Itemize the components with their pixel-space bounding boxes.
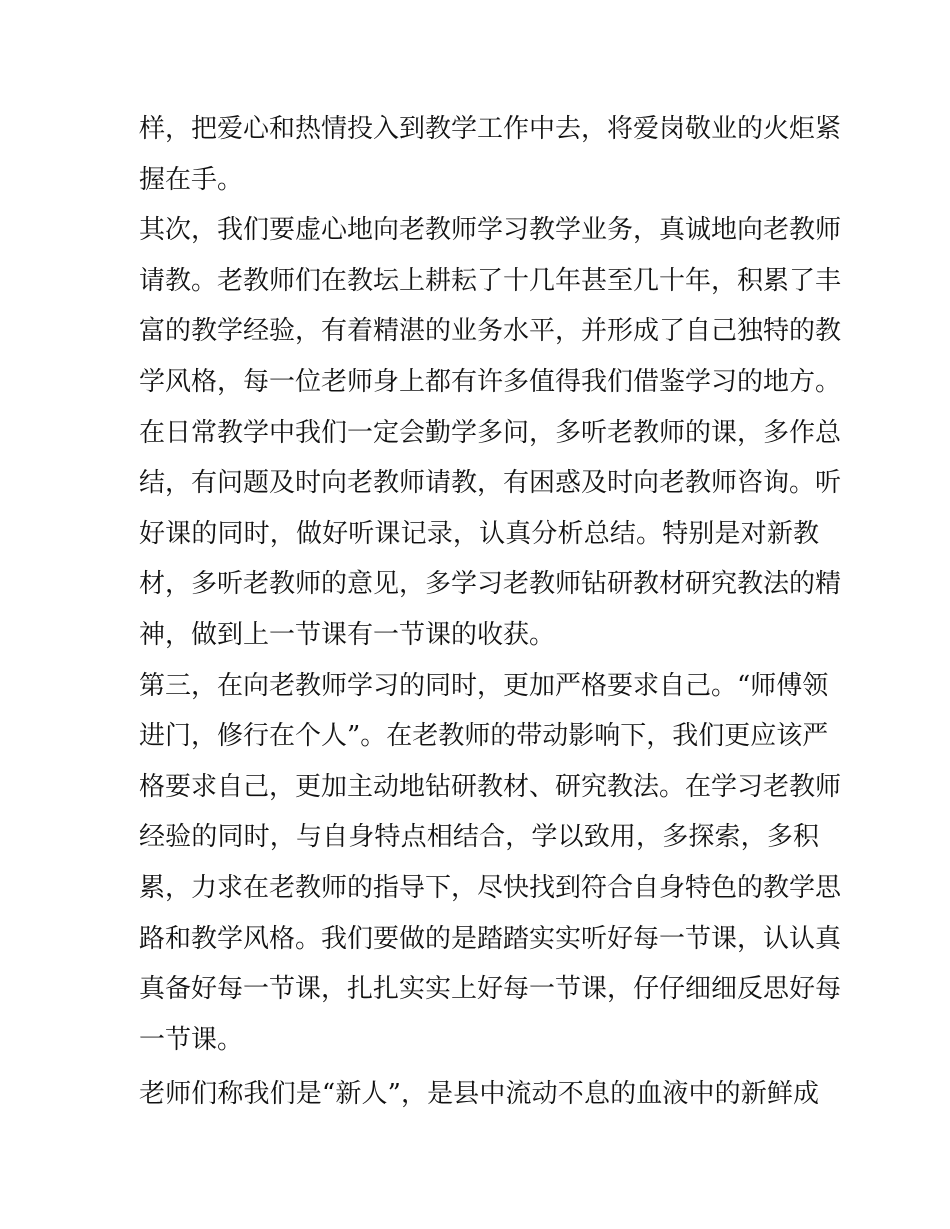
text-line: 第三，在向老教师学习的同时，更加严格要求自己。“师傅领 (139, 670, 829, 701)
body-text (139, 104, 842, 1120)
text-line: 请教。老教师们在教坛上耕耘了十几年甚至几十年，积累了丰 (139, 265, 842, 296)
text-line: 经验的同时，与自身特点相结合，学以致用，多探索，多积 (139, 822, 819, 853)
text-line: 真备好每一节课，扎扎实实上好每一节课，仔仔细细反思好每 (139, 974, 842, 1005)
text-line: 学风格，每一位老师身上都有许多值得我们借鉴学习的地方。 (139, 366, 842, 397)
text-line: 在日常教学中我们一定会勤学多问，多听老教师的课，多作总 (139, 417, 842, 448)
text-line: 老师们称我们是“新人”，是县中流动不息的血液中的新鲜成 (139, 1079, 819, 1110)
text-line: 累，力求在老教师的指导下，尽快找到符合自身特色的教学思 (139, 872, 842, 903)
text-line: 路和教学风格。我们要做的是踏踏实实听好每一节课，认认真 (139, 923, 842, 954)
text-line: 进门，修行在个人”。在老教师的带动影响下，我们更应该严 (139, 721, 829, 752)
text-line: 富的教学经验，有着精湛的业务水平，并形成了自己独特的教 (139, 316, 842, 347)
text-line: 格要求自己，更加主动地钻研教材、研究教法。在学习老教师 (139, 771, 842, 802)
text-line: 结，有问题及时向老教师请教，有困惑及时向老教师咨询。听 (139, 468, 842, 499)
text-line: 握在手。 (139, 164, 244, 195)
text-line: 神，做到上一节课有一节课的收获。 (139, 619, 556, 650)
text-line: 一节课。 (139, 1024, 244, 1055)
text-line: 好课的同时，做好听课记录，认真分析总结。特别是对新教 (139, 518, 819, 549)
text-line: 其次，我们要虚心地向老教师学习教学业务，真诚地向老教师 (139, 215, 842, 246)
text-line: 样，把爱心和热情投入到教学工作中去，将爱岗敬业的火炬紧 (139, 114, 842, 144)
text-line: 材，多听老教师的意见，多学习老教师钻研教材研究教法的精 (139, 569, 842, 600)
